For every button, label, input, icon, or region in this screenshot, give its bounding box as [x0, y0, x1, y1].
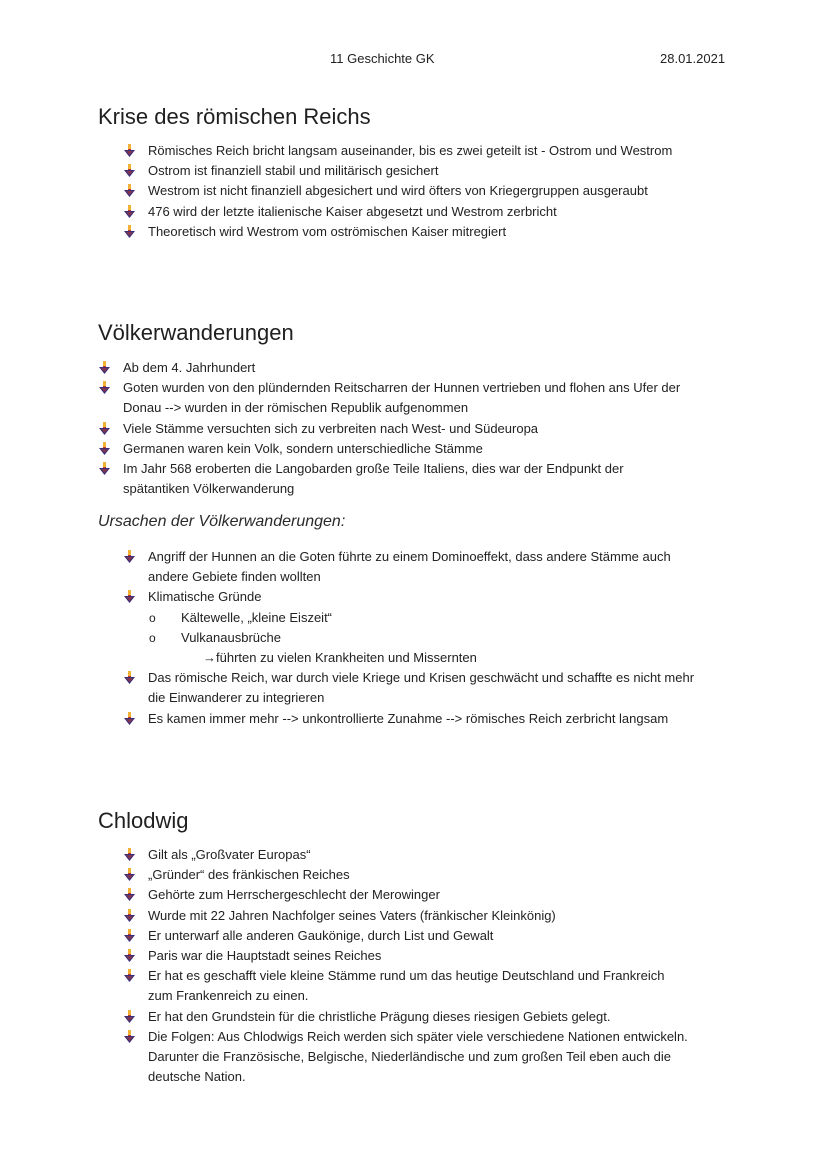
- list-item-continued: Darunter die Französische, Belgische, Niederländische und zum großen Teil eben auch die: [148, 1049, 671, 1065]
- list-item: Im Jahr 568 eroberten die Langobarden große Teile Italiens, dies war der Endpunkt der: [98, 459, 680, 479]
- arrow-bullet-icon: [123, 949, 137, 963]
- list-item: Es kamen immer mehr --> unkontrollierte Zunahme --> römisches Reich zerbricht langsam: [123, 709, 694, 729]
- arrow-bullet-icon: [123, 671, 137, 685]
- list-item: „Gründer“ des fränkischen Reiches: [123, 865, 688, 885]
- list-item: Ostrom ist finanziell stabil und militärisch gesichert: [123, 161, 672, 181]
- arrow-bullet-icon: [98, 381, 112, 395]
- list-item: Gehörte zum Herrschergeschlecht der Merowinger: [123, 885, 688, 905]
- list-item-continued: die Einwanderer zu integrieren: [148, 690, 325, 706]
- list-item: Gilt als „Großvater Europas“: [123, 845, 688, 865]
- list-item: Viele Stämme versuchten sich zu verbreiten nach West- und Südeuropa: [98, 419, 680, 439]
- arrow-bullet-icon: [98, 442, 112, 456]
- list-item: Er unterwarf alle anderen Gaukönige, durch List und Gewalt: [123, 926, 688, 946]
- arrow-bullet-icon: [123, 1030, 137, 1044]
- arrow-bullet-icon: [98, 462, 112, 476]
- list-item: Westrom ist nicht finanziell abgesichert und wird öfters von Kriegergruppen ausgeraubt: [123, 181, 672, 201]
- arrow-bullet-icon: [98, 361, 112, 375]
- list-item: Klimatische Gründe: [123, 587, 694, 607]
- circle-bullet-icon: o: [149, 610, 156, 625]
- sub-list-result: →führten zu vielen Krankheiten und Missernten: [203, 650, 477, 666]
- list-item-continued: deutsche Nation.: [148, 1069, 246, 1085]
- arrow-bullet-icon: [123, 1010, 137, 1024]
- arrow-bullet-icon: [98, 422, 112, 436]
- list-item-continued: spätantiken Völkerwanderung: [123, 481, 295, 497]
- list-item: Das römische Reich, war durch viele Kriege und Krisen geschwächt und schaffte es nicht mehr: [123, 668, 694, 688]
- circle-bullet-icon: o: [149, 630, 156, 645]
- list-item: Theoretisch wird Westrom vom oströmischen Kaiser mitregiert: [123, 222, 672, 242]
- list-krise: [123, 141, 672, 242]
- arrow-bullet-icon: [123, 712, 137, 726]
- arrow-bullet-icon: [123, 888, 137, 902]
- right-arrow-icon: →: [203, 650, 216, 666]
- list-item-continued: andere Gebiete finden wollten: [148, 569, 321, 585]
- heading-chlodwig: Chlodwig: [98, 808, 189, 833]
- arrow-bullet-icon: [123, 205, 137, 219]
- heading-krise: Krise des römischen Reichs: [98, 104, 371, 129]
- list-item: Römisches Reich bricht langsam auseinander, bis es zwei geteilt ist - Ostrom und Westrom: [123, 141, 672, 161]
- list-item: Goten wurden von den plündernden Reitscharren der Hunnen vertrieben und flohen ans Ufer der: [98, 378, 680, 398]
- subheading-ursachen: Ursachen der Völkerwanderungen:: [98, 513, 346, 530]
- list-item: Ab dem 4. Jahrhundert: [98, 358, 680, 378]
- arrow-bullet-icon: [123, 144, 137, 158]
- heading-voelkerwanderungen: Völkerwanderungen: [98, 320, 294, 345]
- list-item: Er hat den Grundstein für die christliche Prägung dieses riesigen Gebiets gelegt.: [123, 1007, 688, 1027]
- sub-list-item: o Vulkanausbrüche: [123, 628, 694, 648]
- date-label: 28.01.2021: [660, 51, 726, 66]
- list-item: Paris war die Hauptstadt seines Reiches: [123, 946, 688, 966]
- arrow-bullet-icon: [123, 969, 137, 983]
- arrow-bullet-icon: [123, 590, 137, 604]
- arrow-bullet-icon: [123, 868, 137, 882]
- list-item: Die Folgen: Aus Chlodwigs Reich werden sich später viele verschiedene Nationen entwickeln.: [123, 1027, 688, 1047]
- list-item-continued: zum Frankenreich zu einen.: [148, 988, 309, 1004]
- sub-list-item: o Kältewelle, „kleine Eiszeit“: [123, 608, 694, 628]
- list-item: Wurde mit 22 Jahren Nachfolger seines Vaters (fränkischer Kleinkönig): [123, 906, 688, 926]
- arrow-bullet-icon: [123, 164, 137, 178]
- list-item: 476 wird der letzte italienische Kaiser abgesetzt und Westrom zerbricht: [123, 202, 672, 222]
- list-item: Angriff der Hunnen an die Goten führte zu einem Dominoeffekt, dass andere Stämme auch: [123, 547, 694, 567]
- arrow-bullet-icon: [123, 929, 137, 943]
- list-item-continued: Donau --> wurden in der römischen Republik aufgenommen: [123, 400, 469, 416]
- list-chlodwig: [123, 845, 688, 1087]
- course-label: 11 Geschichte GK: [330, 51, 435, 66]
- arrow-bullet-icon: [123, 225, 137, 239]
- arrow-bullet-icon: [123, 909, 137, 923]
- list-voelkerwanderungen: [98, 358, 680, 499]
- list-ursachen: [123, 547, 694, 729]
- list-item: Germanen waren kein Volk, sondern unterschiedliche Stämme: [98, 439, 680, 459]
- page-header: [0, 51, 828, 71]
- arrow-bullet-icon: [123, 184, 137, 198]
- arrow-bullet-icon: [123, 848, 137, 862]
- arrow-bullet-icon: [123, 550, 137, 564]
- list-item: Er hat es geschafft viele kleine Stämme rund um das heutige Deutschland und Frankreich: [123, 966, 688, 986]
